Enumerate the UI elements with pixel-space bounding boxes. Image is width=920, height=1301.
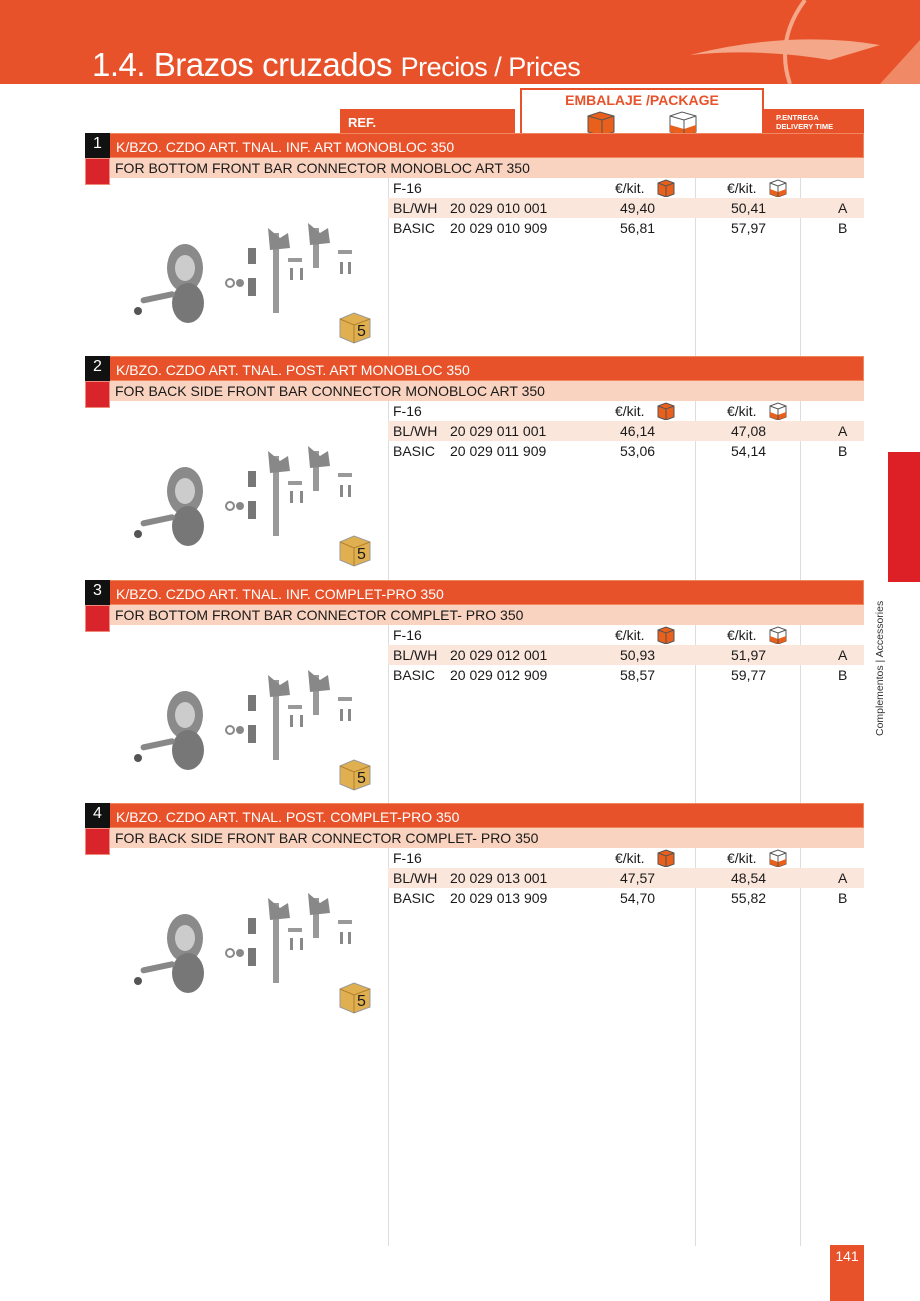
section-title: K/BZO. CZDO ART. TNAL. INF. ART MONOBLOC 350 <box>85 133 864 158</box>
finish: BL/WH <box>393 200 438 216</box>
side-label: Complementos | Accessories <box>874 600 886 736</box>
price-header-row <box>388 401 864 421</box>
unit-label: €/kit. <box>727 627 757 643</box>
model-label: F-16 <box>393 180 422 196</box>
pack-quantity: 5 <box>357 770 366 787</box>
price-row <box>388 665 864 685</box>
package-label: EMBALAJE /PACKAGE <box>565 92 719 108</box>
reference-code: 20 029 011 909 <box>450 443 547 459</box>
price-pack: 59,77 <box>731 667 767 683</box>
price-pack: 54,14 <box>731 443 767 459</box>
unit-label: €/kit. <box>727 180 757 196</box>
cardboard-box-icon <box>338 311 372 345</box>
box-white-icon <box>768 849 788 867</box>
reference-code: 20 029 012 001 <box>450 647 548 663</box>
price-box: 47,57 <box>620 870 656 886</box>
delivery-code: B <box>838 667 848 683</box>
finish: BL/WH <box>393 647 438 663</box>
finish: BL/WH <box>393 423 438 439</box>
delivery-code: B <box>838 220 848 236</box>
product-section <box>85 580 864 803</box>
finish: BASIC <box>393 220 436 236</box>
price-pack: 48,54 <box>731 870 767 886</box>
section-number: 3 <box>85 580 110 605</box>
unit-label: €/kit. <box>727 850 757 866</box>
price-row <box>388 441 864 461</box>
finish: BASIC <box>393 667 436 683</box>
price-row <box>388 198 864 218</box>
delivery-code: A <box>838 423 848 439</box>
pack-quantity: 5 <box>357 323 366 340</box>
reference-code: 20 029 011 001 <box>450 423 547 439</box>
price-box: 46,14 <box>620 423 656 439</box>
red-marker <box>85 828 110 855</box>
delivery-code: A <box>838 647 848 663</box>
reference-code: 20 029 013 909 <box>450 890 548 906</box>
unit-label: €/kit. <box>615 627 645 643</box>
model-label: F-16 <box>393 403 422 419</box>
price-row <box>388 645 864 665</box>
price-box: 56,81 <box>620 220 656 236</box>
ref-column-header: REF. <box>340 109 515 133</box>
price-row <box>388 218 864 238</box>
cardboard-box-icon <box>338 534 372 568</box>
unit-label: €/kit. <box>615 180 645 196</box>
price-pack: 57,97 <box>731 220 767 236</box>
page-banner <box>0 0 920 84</box>
section-subtitle: FOR BACK SIDE FRONT BAR CONNECTOR MONOBLOC ART 350 <box>85 381 864 401</box>
red-marker <box>85 605 110 632</box>
unit-label: €/kit. <box>727 403 757 419</box>
delivery-code: B <box>838 890 848 906</box>
red-marker <box>85 381 110 408</box>
cardboard-box-icon <box>338 758 372 792</box>
section-number: 1 <box>85 133 110 158</box>
price-box: 53,06 <box>620 443 656 459</box>
price-box: 49,40 <box>620 200 656 216</box>
cardboard-box-icon <box>338 981 372 1015</box>
box-white-icon <box>768 626 788 644</box>
pack-quantity: 5 <box>357 993 366 1010</box>
page-title: 1.4. Brazos cruzados Precios / Prices <box>92 46 581 83</box>
price-header-row <box>388 625 864 645</box>
model-label: F-16 <box>393 850 422 866</box>
price-row <box>388 888 864 908</box>
section-title: K/BZO. CZDO ART. TNAL. INF. COMPLET-PRO 350 <box>85 580 864 605</box>
price-row <box>388 421 864 441</box>
price-pack: 55,82 <box>731 890 767 906</box>
section-title: K/BZO. CZDO ART. TNAL. POST. ART MONOBLOC 350 <box>85 356 864 381</box>
pack-quantity: 5 <box>357 546 366 563</box>
section-subtitle: FOR BACK SIDE FRONT BAR CONNECTOR COMPLET- PRO 350 <box>85 828 864 848</box>
box-orange-icon <box>656 402 676 420</box>
product-section <box>85 356 864 579</box>
reference-code: 20 029 010 001 <box>450 200 548 216</box>
price-box: 50,93 <box>620 647 656 663</box>
delivery-code: B <box>838 443 848 459</box>
section-tab <box>888 452 920 582</box>
product-section <box>85 803 864 1026</box>
finish: BL/WH <box>393 870 438 886</box>
unit-label: €/kit. <box>615 403 645 419</box>
finish: BASIC <box>393 443 436 459</box>
section-subtitle: FOR BOTTOM FRONT BAR CONNECTOR COMPLET- PRO 350 <box>85 605 864 625</box>
box-white-icon <box>768 402 788 420</box>
page-number: 141 <box>830 1245 864 1301</box>
section-number: 4 <box>85 803 110 828</box>
price-header-row <box>388 848 864 868</box>
box-orange-icon <box>656 849 676 867</box>
unit-label: €/kit. <box>615 850 645 866</box>
price-box: 54,70 <box>620 890 656 906</box>
section-subtitle: FOR BOTTOM FRONT BAR CONNECTOR MONOBLOC ART 350 <box>85 158 864 178</box>
reference-code: 20 029 013 001 <box>450 870 548 886</box>
price-row <box>388 868 864 888</box>
price-pack: 47,08 <box>731 423 767 439</box>
red-marker <box>85 158 110 185</box>
reference-code: 20 029 010 909 <box>450 220 548 236</box>
section-title: K/BZO. CZDO ART. TNAL. POST. COMPLET-PRO 350 <box>85 803 864 828</box>
model-label: F-16 <box>393 627 422 643</box>
package-column-header <box>520 88 764 134</box>
finish: BASIC <box>393 890 436 906</box>
box-orange-icon <box>656 179 676 197</box>
section-number: 2 <box>85 356 110 381</box>
price-pack: 51,97 <box>731 647 767 663</box>
reference-code: 20 029 012 909 <box>450 667 548 683</box>
box-white-icon <box>768 179 788 197</box>
price-header-row <box>388 178 864 198</box>
product-section <box>85 133 864 356</box>
box-orange-icon <box>656 626 676 644</box>
delivery-column-header: P.ENTREGA DELIVERY TIME <box>764 109 864 133</box>
price-box: 58,57 <box>620 667 656 683</box>
delivery-code: A <box>838 870 848 886</box>
price-pack: 50,41 <box>731 200 767 216</box>
delivery-code: A <box>838 200 848 216</box>
